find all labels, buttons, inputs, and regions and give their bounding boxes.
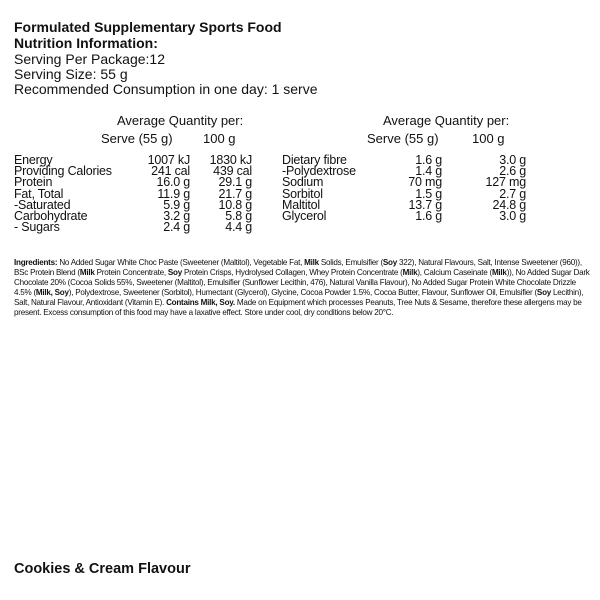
nutrient-name: Providing Calories <box>14 164 112 179</box>
nutrient-per-100g: 29.1 g <box>218 175 252 190</box>
nutrient-name: Carbohydrate <box>14 209 88 223</box>
col-serve-header: Serve (55 g) <box>101 131 173 146</box>
ingredient-text: )), No Added Sugar Dark Chocolate 20% (Cocoa Solids 55%, Sweetener (Maltitol), Emulsifier (Sunflower Lecithin, 476), Natural Vanilla Flavour), No Added Sugar Protein White Chocolate Drizzle 4.5% ( <box>14 268 590 297</box>
serving-size: Serving Size: 55 g <box>14 66 128 82</box>
nutrient-per-serve: 1.6 g <box>415 153 442 167</box>
allergen-highlight: Milk <box>491 268 507 277</box>
nutrient-per-serve: 2.4 g <box>163 220 190 235</box>
ingredient-text: Protein Concentrate, <box>94 268 168 277</box>
nutrient-name: Maltitol <box>282 197 320 212</box>
nutrient-name: Protein <box>14 175 53 190</box>
ingredient-text: Lecithin), Salt, Natural Flavour, Antioxidant (Vitamin E). <box>14 288 584 307</box>
product-type: Formulated Supplementary Sports Food <box>14 19 282 35</box>
allergen-highlight: Milk <box>79 268 95 277</box>
nutrient-per-100g: 2.7 g <box>499 186 526 201</box>
allergen-highlight: Contains Milk, Soy. <box>166 298 235 307</box>
nutrient-per-100g: 2.6 g <box>499 164 526 179</box>
nutrient-name: Glycerol <box>282 209 327 223</box>
nutrient-per-100g: 24.8 g <box>492 197 526 212</box>
ingredient-text: 322), Natural Flavours, Salt, Intense Sweetener (960)), BSc Protein Blend ( <box>14 258 582 277</box>
avg-quantity-label: Average Quantity per: <box>383 113 510 128</box>
allergen-highlight: Soy <box>382 258 397 267</box>
nutrient-per-100g: 21.7 g <box>218 186 252 201</box>
nutrient-name: Energy <box>14 153 53 167</box>
allergen-highlight: Milk, Soy <box>35 288 69 297</box>
nutrient-per-100g: 439 cal <box>213 164 252 179</box>
nutrient-per-serve: 70 mg <box>408 175 442 190</box>
recommended-consumption: Recommended Consumption in one day: 1 serve <box>14 81 318 97</box>
col-serve-header: Serve (55 g) <box>367 131 439 146</box>
nutrient-name: Sodium <box>282 175 324 190</box>
ingredients-statement <box>14 258 590 318</box>
ingredient-text: Solids, Emulsifier ( <box>318 258 383 267</box>
nutrient-name: Sorbitol <box>282 186 323 201</box>
nutrition-title: Nutrition Information: <box>14 35 158 51</box>
nutrient-per-100g: 1830 kJ <box>209 153 252 167</box>
nutrient-per-100g: 3.0 g <box>499 153 526 167</box>
nutrient-per-serve: 241 cal <box>151 164 190 179</box>
servings-per-package: Serving Per Package:12 <box>14 51 165 67</box>
allergen-highlight: Milk <box>402 268 418 277</box>
col-100g-header: 100 g <box>203 131 236 146</box>
allergen-highlight: Soy <box>167 268 182 277</box>
nutrient-per-serve: 1.5 g <box>415 186 442 201</box>
ingredient-text: ), Polydextrose, Sweetener (Sorbitol), Humectant (Glycerol), Glycine, Cocoa Powder 1.5%, Cocoa Butter, Flavour, Sunflower Oil, Emulsifier ( <box>68 288 537 297</box>
avg-quantity-label: Average Quantity per: <box>117 113 244 128</box>
nutrient-per-serve: 5.9 g <box>163 197 190 212</box>
nutrient-per-serve: 16.0 g <box>156 175 190 190</box>
nutrient-per-serve: 1.4 g <box>415 164 442 179</box>
nutrient-per-serve: 1.6 g <box>415 209 442 223</box>
nutrient-per-100g: 10.8 g <box>218 197 252 212</box>
nutrient-per-100g: 127 mg <box>485 175 526 190</box>
ingredient-text: Protein Crisps, Hydrolysed Collagen, Whey Protein Concentrate ( <box>181 268 403 277</box>
nutrient-per-serve: 3.2 g <box>163 209 190 223</box>
col-100g-header: 100 g <box>472 131 505 146</box>
flavour-name: Cookies & Cream Flavour <box>14 561 191 577</box>
nutrient-per-100g: 4.4 g <box>225 220 252 235</box>
nutrient-per-serve: 1007 kJ <box>147 153 190 167</box>
ingredient-text: Made on Equipment which processes Peanuts, Tree Nuts & Sesame, therefore these allergens may be present. Excess consumption of this food may have a laxative effect. Store under cool, dry conditions below 20°C. <box>14 298 582 317</box>
nutrient-name: - Sugars <box>14 220 60 235</box>
nutrient-per-100g: 3.0 g <box>499 209 526 223</box>
allergen-highlight: Milk <box>304 258 319 267</box>
ingredient-text: No Added Sugar White Choc Paste (Sweetener (Maltitol), Vegetable Fat, <box>59 258 305 267</box>
allergen-highlight: Soy <box>536 288 552 297</box>
nutrient-per-serve: 11.9 g <box>157 186 190 201</box>
nutrient-name: Dietary fibre <box>282 153 347 167</box>
nutrient-per-serve: 13.7 g <box>408 197 442 212</box>
nutrient-name: -Saturated <box>14 197 71 212</box>
nutrient-per-100g: 5.8 g <box>225 209 252 223</box>
ingredients-label: Ingredients: <box>14 258 58 267</box>
ingredient-text: ), Calcium Caseinate ( <box>417 268 492 277</box>
nutrient-name: Fat, Total <box>14 186 64 201</box>
nutrient-name: -Polydextrose <box>282 164 356 179</box>
